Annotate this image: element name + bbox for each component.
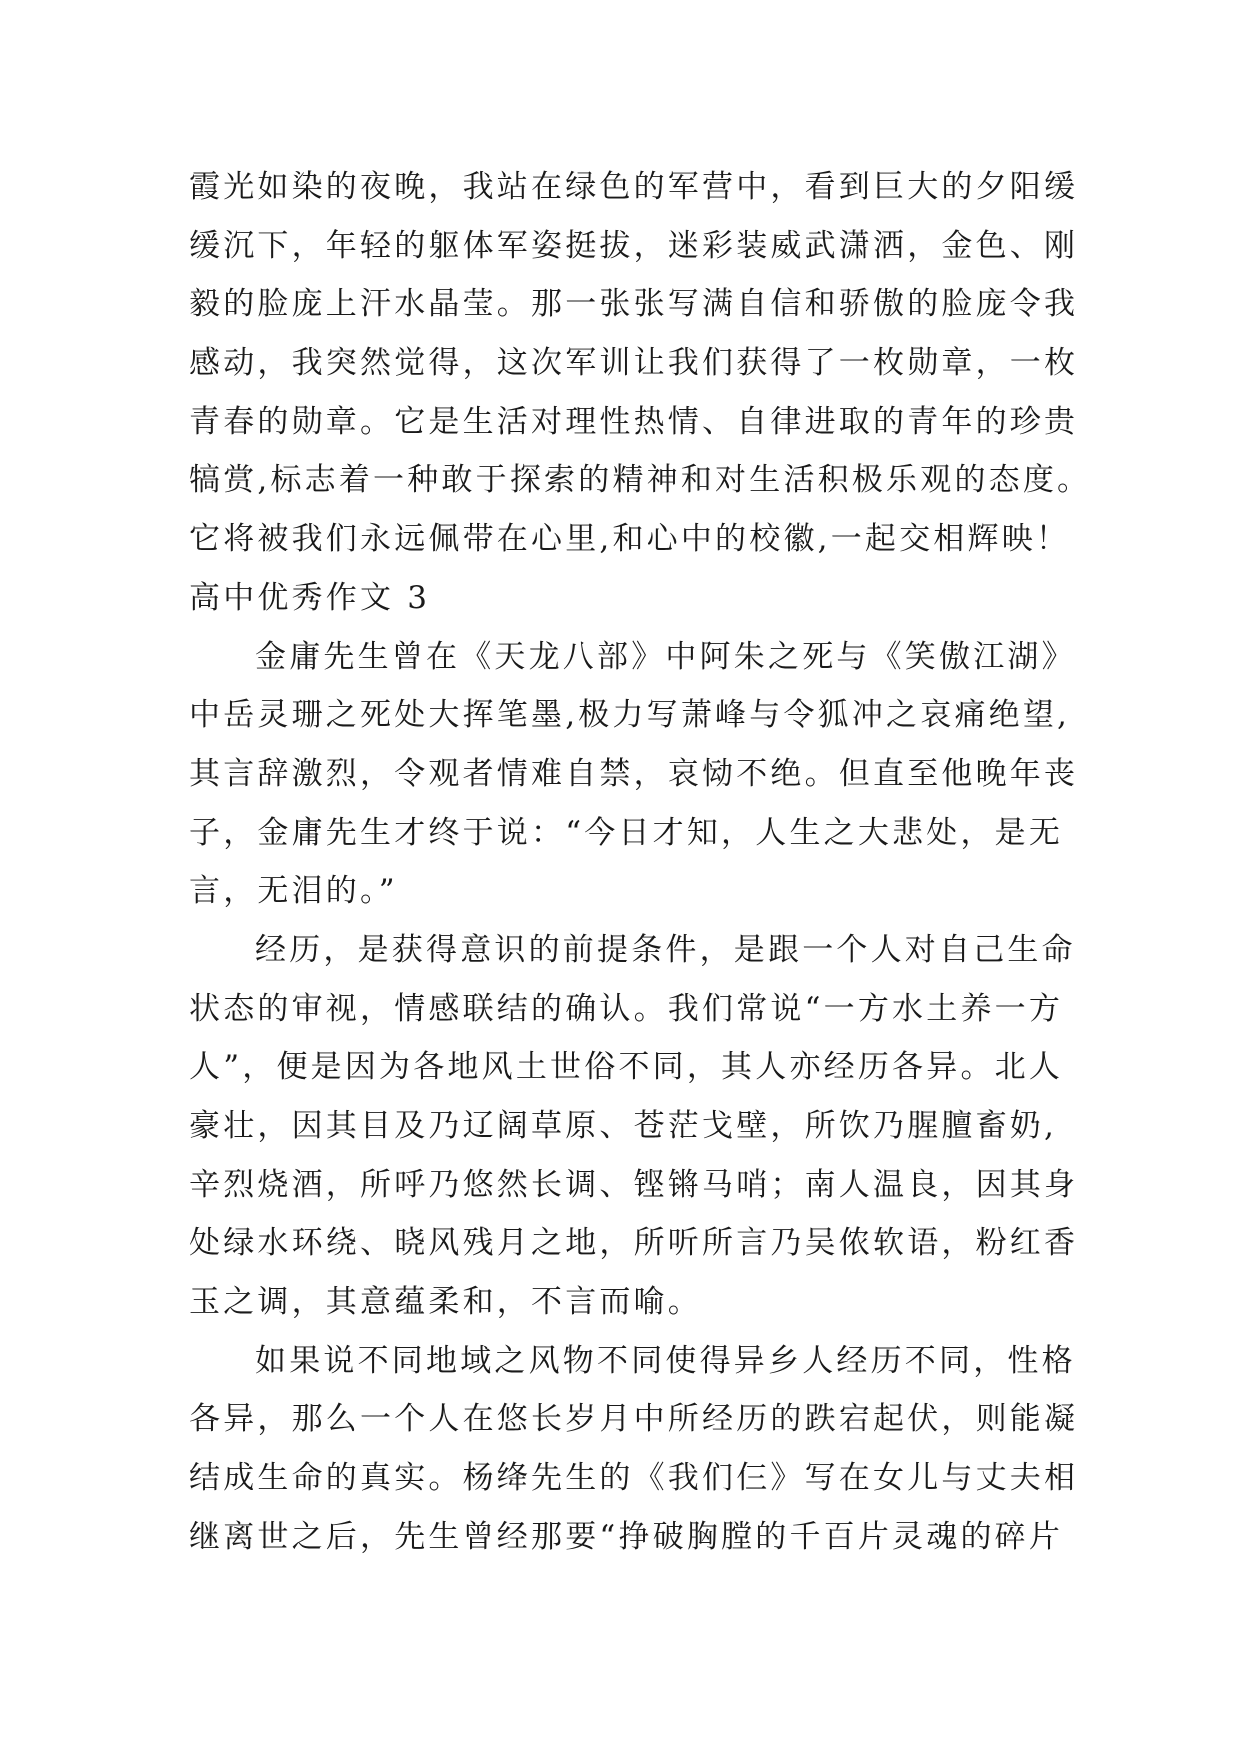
text-line: 辛烈烧酒，所呼乃悠然长调、铿锵马哨；南人温良，因其身	[189, 1166, 1079, 1203]
text-line: 继离世之后，先生曾经那要“挣破胸膛的千百片灵魂的碎片	[189, 1518, 1064, 1555]
text-line: 子，金庸先生才终于说：“今日才知，人生之大悲处，是无	[189, 814, 1064, 851]
text-line: 如果说不同地域之风物不同使得异乡人经历不同，性格	[255, 1342, 1076, 1379]
text-line: 各异，那么一个人在悠长岁月中所经历的跌宕起伏，则能凝	[189, 1401, 1079, 1438]
text-line: 霞光如染的夜晚，我站在绿色的军营中，看到巨大的夕阳缓	[189, 169, 1079, 205]
text-line: 其言辞激烈，令观者情难自禁，哀恸不绝。但直至他晚年丧	[189, 755, 1079, 792]
text-line: 犒赏,标志着一种敢于探索的精神和对生活积极乐观的态度。	[189, 462, 1092, 499]
text-line: 缓沉下，年轻的躯体军姿挺拔，迷彩装威武潇洒，金色、刚	[189, 227, 1079, 264]
text-line: 它将被我们永远佩带在心里,和心中的校徽,一起交相辉映！	[189, 521, 1071, 558]
text-line: 人”，便是因为各地风土世俗不同，其人亦经历各异。北人	[189, 1049, 1064, 1086]
text-line: 青春的勋章。它是生活对理性热情、自律进取的青年的珍贵	[189, 403, 1079, 440]
text-line: 玉之调，其意蕴柔和，不言而喻。	[189, 1284, 702, 1321]
text-line: 状态的审视，情感联结的确认。我们常说“一方水土养一方	[189, 990, 1064, 1027]
text-line: 处绿水环绕、晓风残月之地，所听所言乃吴侬软语，粉红香	[189, 1225, 1079, 1262]
essay-body	[189, 158, 1092, 1567]
text-line: 豪壮，因其目及乃辽阔草原、苍茫戈壁，所饮乃腥膻畜奶,	[189, 1108, 1058, 1144]
text-line: 毅的脸庞上汗水晶莹。那一张张写满自信和骄傲的脸庞令我	[189, 286, 1079, 323]
text-line: 经历，是获得意识的前提条件，是跟一个人对自己生命	[255, 931, 1076, 968]
text-line: 结成生命的真实。杨绛先生的《我们仨》写在女儿与丈夫相	[189, 1460, 1079, 1497]
text-line: 言，无泪的。”	[189, 873, 398, 910]
text-line: 中岳灵珊之死处大挥笔墨,极力写萧峰与令狐冲之哀痛绝望,	[189, 697, 1071, 734]
text-line: 感动，我突然觉得，这次军训让我们获得了一枚勋章，一枚	[189, 345, 1079, 382]
section-heading: 高中优秀作文 3	[189, 579, 431, 616]
text-line: 金庸先生曾在《天龙八部》中阿朱之死与《笑傲江湖》	[255, 638, 1076, 675]
